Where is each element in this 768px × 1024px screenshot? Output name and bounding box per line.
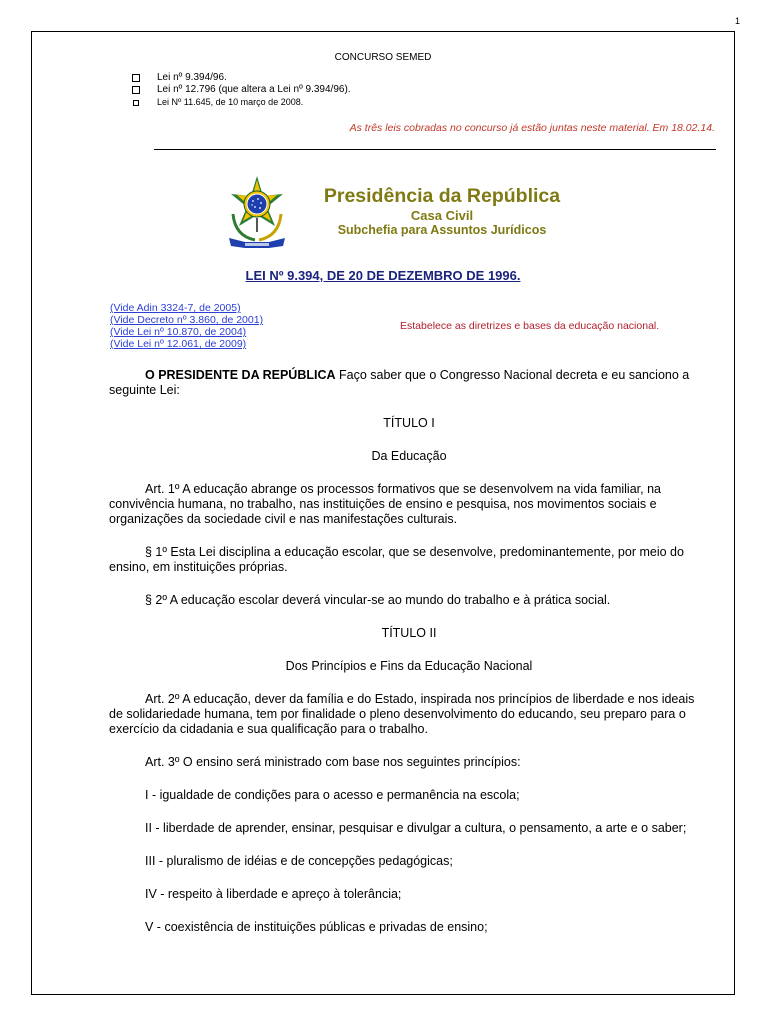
- checkbox-bullet-icon: [133, 100, 139, 106]
- intro-rest: Faço saber que o Congresso Nacional decreta e eu sanciono a seguinte Lei:: [109, 368, 690, 397]
- page-frame: [31, 31, 735, 995]
- law-list-item: [132, 72, 351, 84]
- inciso-paragraph: I - igualdade de condições para o acesso e permanência na escola;: [145, 788, 520, 802]
- law-list-item: [132, 84, 351, 96]
- checkbox-bullet-icon: [132, 86, 140, 94]
- casa-civil-title: Casa Civil: [410, 208, 474, 223]
- article-paragraph: § 1º Esta Lei disciplina a educação escolar, que se desenvolve, predominantemente, por meio do ensino, em instituições próprias.: [109, 545, 684, 574]
- article-paragraph: § 2º A educação escolar deverá vincular-se ao mundo do trabalho e à prática social.: [145, 593, 611, 607]
- intro-paragraph: [109, 368, 709, 398]
- law-list: [132, 72, 351, 108]
- subchefia-title: Subchefia para Assuntos Jurídicos: [337, 223, 547, 237]
- inciso-paragraph: IV - respeito à liberdade e apreço à tolerância;: [145, 887, 402, 901]
- article-paragraph: Art. 2º A educação, dever da família e do Estado, inspirada nos princípios de liberdade e nos ideais de solidariedade humana, tem por finalidade o pleno desenvolvimento do educando, seu preparo para o exercício da cidadania e sua qualificação para o trabalho.: [109, 692, 695, 736]
- vide-links: [110, 302, 263, 350]
- header-note: As três leis cobradas no concurso já estão juntas neste material. Em 18.02.14.: [349, 122, 715, 134]
- vide-link[interactable]: (Vide Adin 3324-7, de 2005): [110, 302, 241, 314]
- law-label: Lei nº 9.394/96.: [157, 72, 227, 83]
- titulo-name: Dos Princípios e Fins da Educação Nacional: [285, 659, 533, 673]
- law-label: Lei nº 12.796 (que altera a Lei nº 9.394/96).: [157, 84, 351, 95]
- titulo-heading: TÍTULO II: [381, 626, 437, 640]
- presidencia-title: Presidência da República: [323, 185, 561, 207]
- checkbox-bullet-icon: [132, 74, 140, 82]
- titulo-name: Da Educação: [371, 449, 447, 463]
- article-paragraph: Art. 1º A educação abrange os processos formativos que se desenvolvem na vida familiar, na convivência humana, no trabalho, nas instituições de ensino e pesquisa, nos movimentos sociais e organizações da sociedade civil e nas manifestações culturais.: [109, 482, 661, 526]
- law-title: LEI Nº 9.394, DE 20 DE DEZEMBRO DE 1996.: [245, 268, 521, 283]
- titulo-heading: TÍTULO I: [383, 416, 435, 430]
- inciso-paragraph: V - coexistência de instituições públicas e privadas de ensino;: [145, 920, 488, 934]
- vide-link[interactable]: (Vide Decreto nº 3.860, de 2001): [110, 314, 264, 326]
- vide-link[interactable]: (Vide Lei nº 10.870, de 2004): [110, 326, 247, 338]
- institution-header: [192, 184, 692, 238]
- law-body: [109, 368, 709, 953]
- intro-bold: O PRESIDENTE DA REPÚBLICA: [145, 368, 336, 382]
- inciso-paragraph: III - pluralismo de idéias e de concepções pedagógicas;: [145, 854, 453, 868]
- page-number: 1: [734, 16, 740, 26]
- inciso-paragraph: II - liberdade de aprender, ensinar, pesquisar e divulgar a cultura, o pensamento, a arte e o saber;: [145, 821, 687, 835]
- ementa: Estabelece as diretrizes e bases da educação nacional.: [400, 320, 660, 332]
- concurso-heading: CONCURSO SEMED: [334, 52, 432, 63]
- law-list-item: [132, 96, 351, 108]
- article-paragraph: Art. 3º O ensino será ministrado com base nos seguintes princípios:: [145, 755, 521, 769]
- divider: [154, 149, 716, 150]
- law-label: Lei Nº 11.645, de 10 março de 2008.: [157, 97, 304, 107]
- vide-link[interactable]: (Vide Lei nº 12.061, de 2009): [110, 338, 247, 350]
